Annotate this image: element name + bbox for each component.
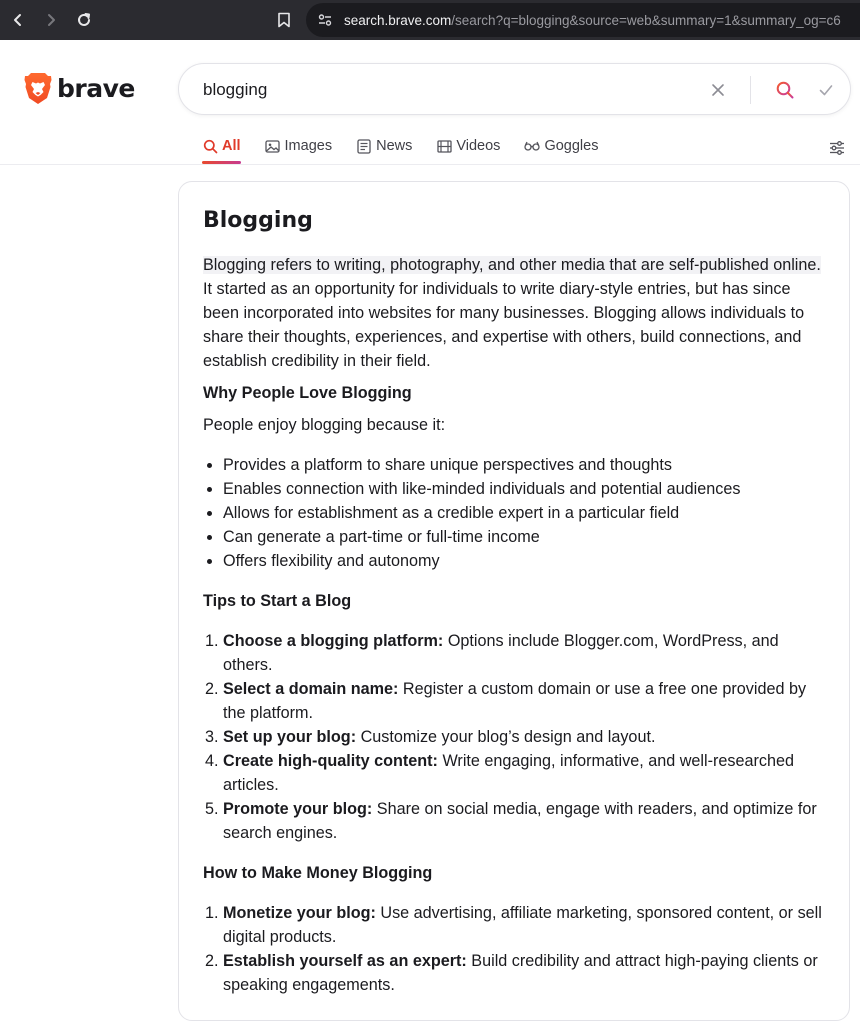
search-submit-button[interactable] (773, 78, 797, 102)
brand-wordmark: brave (57, 74, 135, 103)
back-button[interactable] (3, 5, 33, 35)
tab-label: All (222, 138, 241, 154)
item-term: Promote your blog: (223, 800, 373, 818)
clear-search-button[interactable] (707, 79, 729, 101)
item-term: Monetize your blog: (223, 904, 376, 922)
search-icon (202, 138, 218, 154)
summary-card (178, 181, 850, 1021)
list-item: • Offers flexibility and autonomy (223, 549, 825, 573)
list-item (223, 749, 825, 797)
chevron-left-icon (11, 13, 25, 27)
brave-logo[interactable] (24, 72, 135, 105)
list-item (223, 725, 825, 749)
summary-intro (203, 253, 825, 373)
image-icon (265, 138, 281, 154)
browser-toolbar (0, 0, 860, 40)
list-item (223, 797, 825, 845)
list-item (223, 629, 825, 677)
tab-label: Images (284, 138, 333, 154)
tab-images[interactable] (265, 132, 333, 164)
list-item: • Enables connection with like-minded individuals and potential audiences (223, 477, 825, 501)
list-item (223, 901, 825, 949)
search-tabs (202, 132, 622, 164)
item-text: Write engaging, informative, and well-researched articles. (223, 752, 794, 794)
brave-lion-icon (24, 72, 52, 105)
item-term: Choose a blogging platform: (223, 632, 444, 650)
confirm-button[interactable] (815, 79, 837, 101)
intro-highlight[interactable]: Blogging refers to writing, photography, and other media that are self-published online. (203, 256, 821, 274)
tab-goggles[interactable] (524, 132, 598, 164)
item-text: Build credibility and attract high-paying clients or speaking engagements. (223, 952, 818, 994)
reload-icon (76, 12, 92, 28)
tips-list (203, 629, 825, 845)
list-item: • Allows for establishment as a credible expert in a particular field (223, 501, 825, 525)
film-icon (436, 138, 452, 154)
section-lead: People enjoy blogging because it: (203, 416, 446, 434)
chevron-right-icon (44, 13, 58, 27)
item-text: Options include Blogger.com, WordPress, and others. (223, 632, 779, 674)
list-item: • Provides a platform to share unique perspectives and thoughts (223, 453, 825, 477)
search-box (178, 63, 851, 115)
list-item: • Can generate a part-time or full-time income (223, 525, 825, 549)
item-term: Set up your blog: (223, 728, 357, 746)
tab-label: News (376, 138, 413, 154)
search-input[interactable] (203, 77, 683, 103)
item-term: Create high-quality content: (223, 752, 438, 770)
bookmark-icon (277, 12, 291, 28)
list-item (223, 677, 825, 725)
search-divider (750, 76, 751, 104)
search-icon (775, 80, 795, 100)
item-text: Register a custom domain or use a free one provided by the platform. (223, 680, 807, 722)
item-term: Establish yourself as an expert: (223, 952, 467, 970)
close-icon (711, 83, 725, 97)
goggles-icon (524, 138, 540, 154)
tab-label: Goggles (544, 138, 599, 154)
money-list (203, 901, 825, 997)
item-text: Share on social media, engage with readers, and optimize for search engines. (223, 800, 817, 842)
reasons-list (203, 453, 825, 573)
section-heading: Tips to Start a Blog (203, 592, 352, 610)
summary-title: Blogging (203, 208, 313, 233)
item-text: Use advertising, affiliate marketing, sponsored content, or sell digital products. (223, 904, 822, 946)
tab-all[interactable] (202, 132, 241, 164)
tab-news[interactable] (356, 132, 412, 164)
url-path: /search?q=blogging&source=web&summary=1&summary_og=c6 (451, 12, 841, 28)
item-term: Select a domain name: (223, 680, 399, 698)
tab-label: Videos (456, 138, 501, 154)
forward-button[interactable] (36, 5, 66, 35)
header-divider (0, 164, 860, 165)
site-settings-icon[interactable] (314, 9, 336, 31)
list-item (223, 949, 825, 997)
section-heading: Why People Love Blogging (203, 384, 412, 402)
sliders-icon (829, 140, 845, 156)
tab-videos[interactable] (436, 132, 500, 164)
intro-rest: It started as an opportunity for individuals to write diary-style entries, but has since been incorporated into websites for many businesses. Blogging allows individuals to share their thoughts, experiences, and expertise with others, build connections, and establish credibility in their field. (203, 280, 805, 370)
item-text: Customize your blog’s design and layout. (356, 728, 656, 746)
bookmark-button[interactable] (272, 6, 296, 34)
url-host: search.brave.com (344, 12, 452, 28)
reload-button[interactable] (69, 5, 99, 35)
news-icon (356, 138, 372, 154)
address-bar[interactable] (306, 3, 860, 37)
section-heading: How to Make Money Blogging (203, 864, 433, 882)
check-icon (818, 82, 834, 98)
search-filters-button[interactable] (826, 137, 848, 159)
